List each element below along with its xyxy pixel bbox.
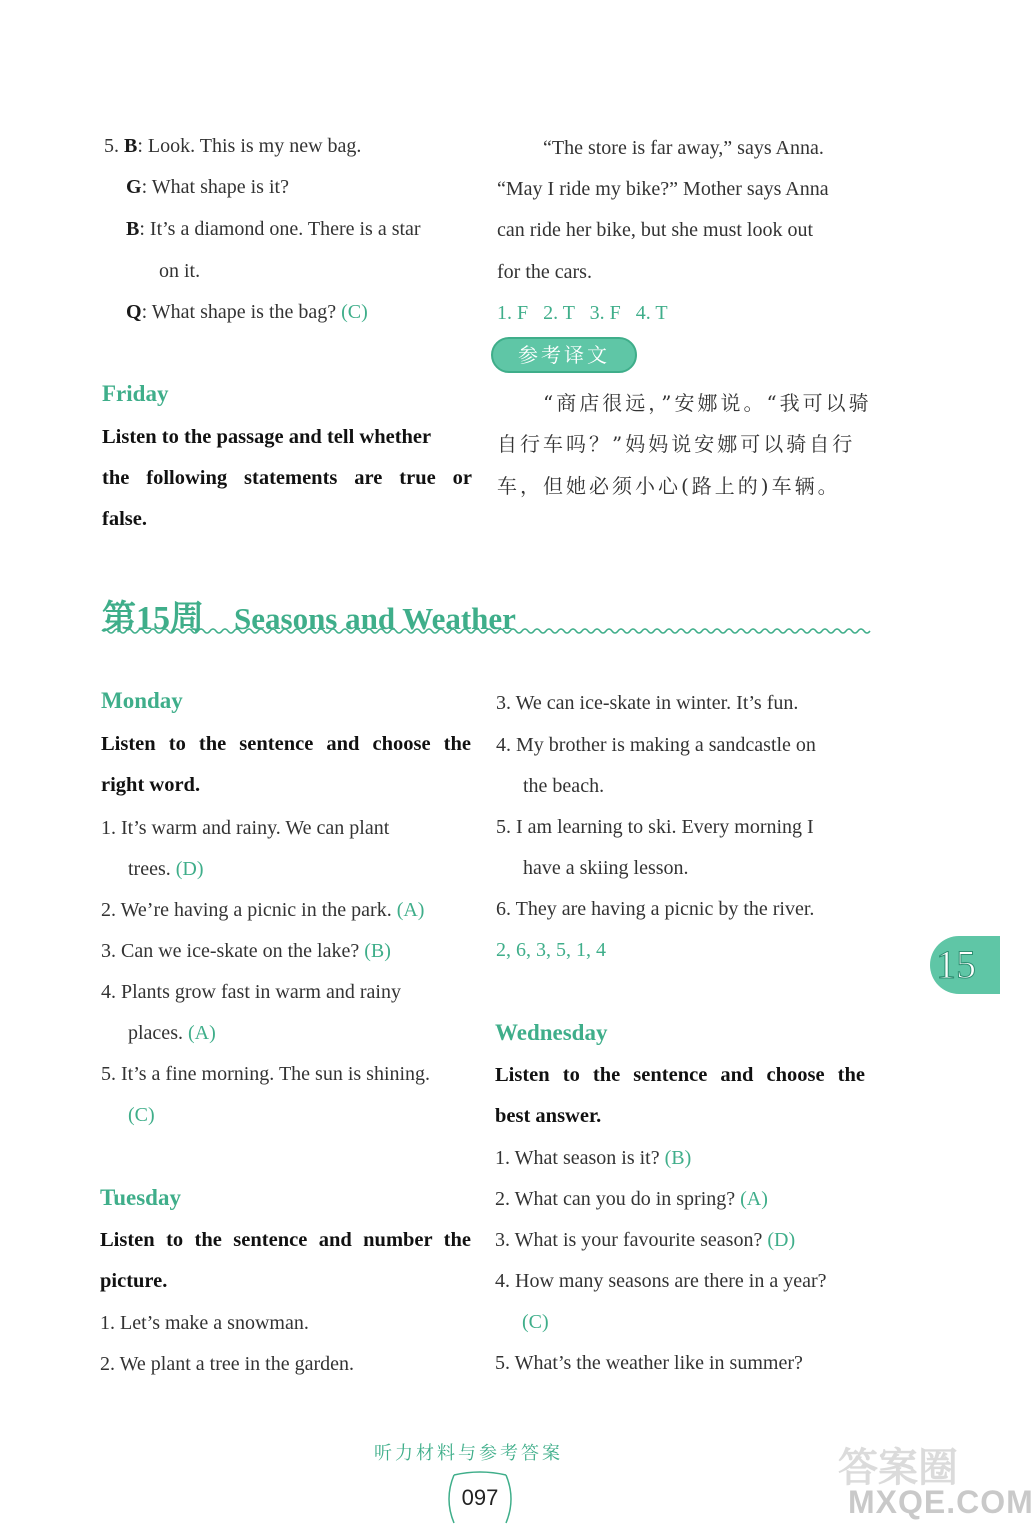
wednesday-heading: Wednesday [495,1020,608,1045]
monday-instruction-1: Listen to the sentence and choose the [101,733,471,755]
monday-item-5-answer: (C) [128,1104,155,1126]
tuesday-item-1: 1. Let’s make a snowman. [100,1312,309,1334]
monday-heading: Monday [101,688,183,713]
week-topic: Seasons and Weather [234,601,516,636]
week-label: 第15周 [102,600,204,637]
chapter-number: 15 [936,942,976,987]
dialog-line-cont: on it. [159,260,201,282]
monday-item-3: 3. Can we ice-skate on the lake? (B) [101,940,391,962]
footer-title: 听力材料与参考答案 [374,1443,563,1464]
tuesday-answers: 2, 6, 3, 5, 1, 4 [496,939,606,961]
question-line: Q: What shape is the bag? (C) [126,301,368,323]
monday-item-4-cont: places. (A) [128,1022,216,1044]
answer: (A) [396,899,425,921]
speaker-q: Q [126,301,142,323]
passage-line-4: for the cars. [497,261,592,283]
answer: (B) [364,940,391,962]
passage-line-3: can ride her bike, but she must look out [497,219,814,241]
watermark-site: MXQE.COM [848,1484,1034,1520]
speaker-b: B [124,135,138,157]
wednesday-item-2: 2. What can you do in spring? (A) [495,1188,768,1210]
wednesday-item-1: 1. What season is it? (B) [495,1147,692,1169]
wednesday-instruction-2: best answer. [495,1105,602,1127]
tuesday-item-4-cont: the beach. [523,775,605,797]
wednesday-instruction-1: Listen to the sentence and choose the [495,1064,865,1086]
passage-line-1: “The store is far away,” says Anna. [543,137,824,159]
translation-line-1: “商店很远，”安娜说。“我可以骑 [543,391,872,415]
monday-item-5: 5. It’s a fine morning. The sun is shining. [101,1063,431,1085]
speaker-b2: B [126,218,140,240]
monday-item-1: 1. It’s warm and rainy. We can plant [101,817,390,839]
monday-instruction-2: right word. [101,774,201,796]
friday-instruction-3: false. [102,508,147,530]
tuesday-item-5: 5. I am learning to ski. Every morning I [496,816,814,838]
wavy-divider [102,626,866,636]
monday-item-2: 2. We’re having a picnic in the park. (A) [101,899,425,921]
monday-item-1-cont: trees. (D) [128,858,204,880]
tuesday-heading: Tuesday [100,1185,181,1210]
friday-instruction-2: the following statements are true or [102,467,472,489]
answer: (B) [664,1147,692,1169]
chapter-tab [930,936,1000,994]
speaker-g: G [126,176,142,198]
answer: (D) [767,1229,796,1251]
wednesday-item-5: 5. What’s the weather like in summer? [495,1352,803,1374]
tuesday-instruction-2: picture. [100,1270,168,1292]
wednesday-item-3: 3. What is your favourite season? (D) [495,1229,796,1251]
wednesday-item-4: 4. How many seasons are there in a year? [495,1270,827,1292]
friday-instruction-1: Listen to the passage and tell whether [102,426,432,448]
translation-line-2: 自行车吗？”妈妈说安娜可以骑自行 [497,432,856,456]
answer: (A) [740,1188,768,1210]
answer: (A) [187,1022,216,1044]
dialog-line-5: 5. B: Look. This is my new bag. [104,135,362,157]
dialog-line-g: G: What shape is it? [126,176,289,198]
tuesday-item-5-cont: have a skiing lesson. [523,857,689,879]
monday-item-4: 4. Plants grow fast in warm and rainy [101,981,401,1003]
tuesday-item-4: 4. My brother is making a sandcastle on [496,734,816,756]
watermark-logo-text: 答案圈 [838,1445,958,1491]
friday-answers: 1. F 2. T 3. F 4. T [497,302,668,324]
translation-line-3: 车，但她必须小心(路上的)车辆。 [497,474,841,498]
answer: (C) [341,301,368,323]
wednesday-item-4-answer: (C) [522,1311,549,1333]
answer: (D) [175,858,204,880]
dialog-line-b: B: It’s a diamond one. There is a star [126,218,421,240]
passage-line-2: “May I ride my bike?” Mother says Anna [497,178,829,200]
tuesday-instruction-1: Listen to the sentence and number the [100,1229,471,1251]
reference-translation-badge: 参考译文 [491,337,637,373]
tuesday-item-6: 6. They are having a picnic by the river. [496,898,815,920]
friday-heading: Friday [102,381,169,406]
tuesday-item-3: 3. We can ice-skate in winter. It’s fun. [496,692,799,714]
page-number: 097 [461,1485,499,1510]
tuesday-item-2: 2. We plant a tree in the garden. [100,1353,355,1375]
